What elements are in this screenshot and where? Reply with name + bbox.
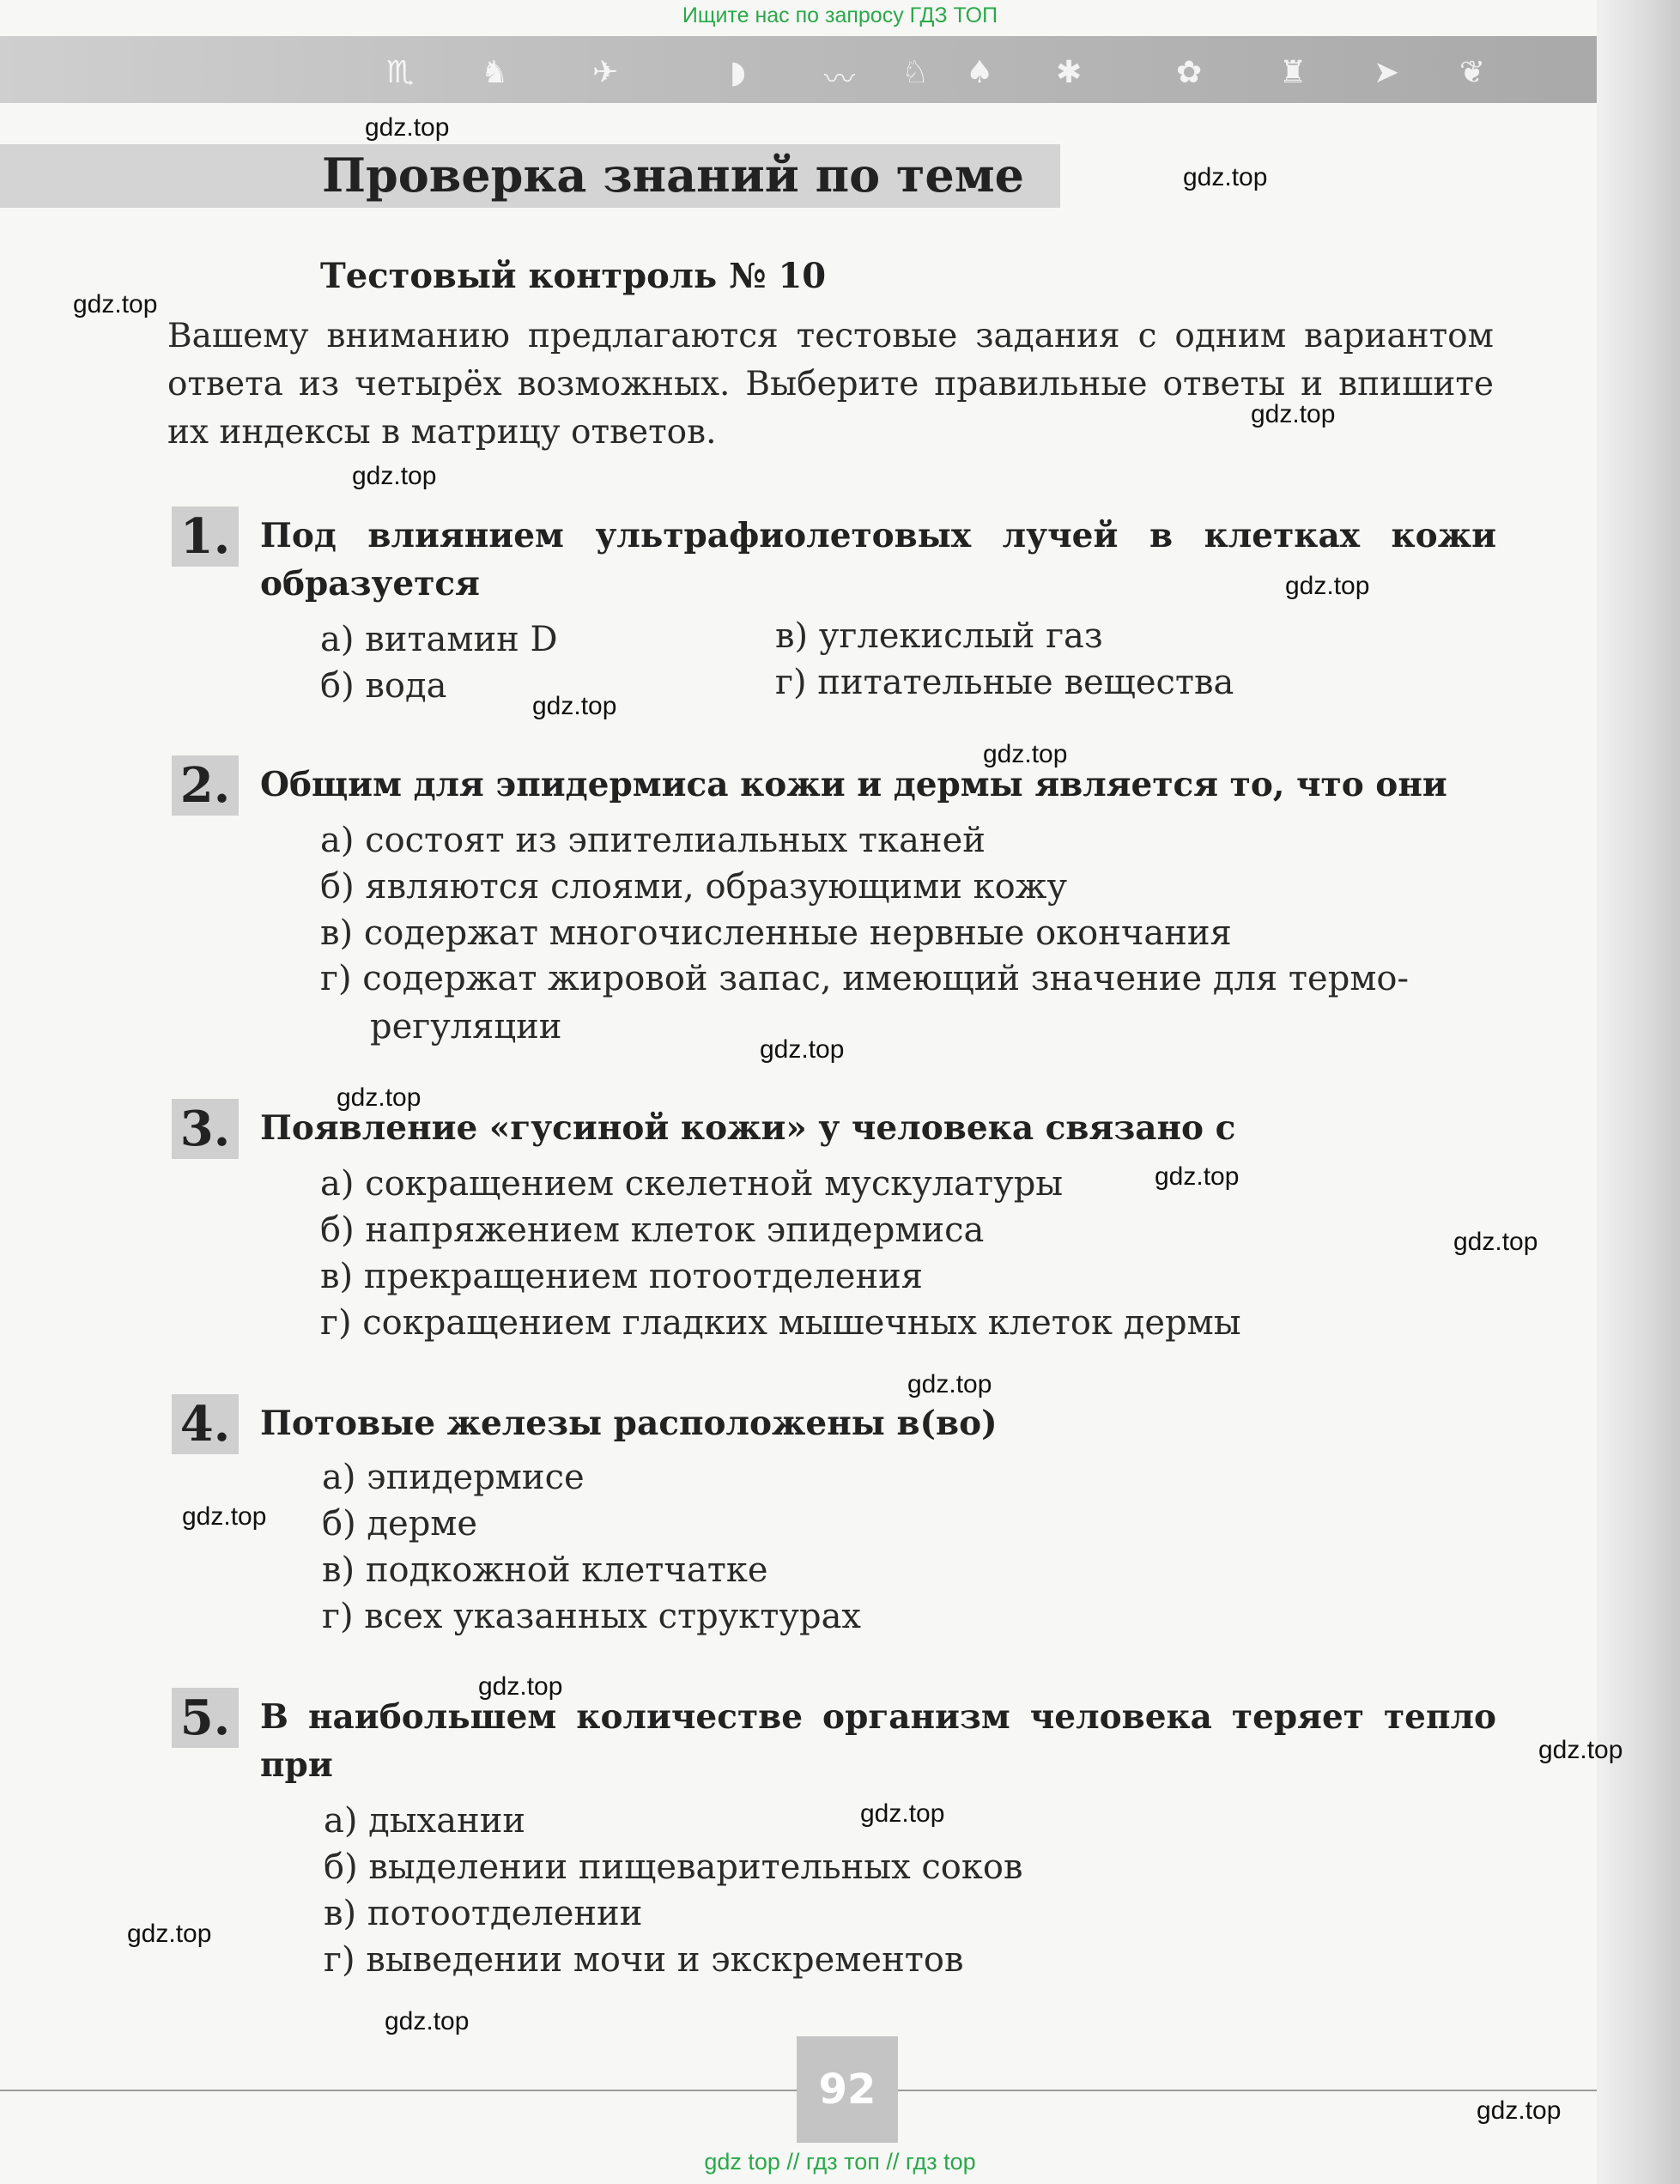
whale-icon: ◗ <box>730 55 746 90</box>
page-edge-shadow <box>1597 0 1680 2184</box>
footer-links[interactable]: gdz top // гдз топ // гдз top <box>704 2149 976 2175</box>
q2-option-v[interactable]: в) содержат многочисленные нервные окончания <box>320 913 1232 953</box>
q4-option-a[interactable]: а) эпидермисе <box>322 1458 585 1497</box>
watermark: gdz.top <box>1183 163 1268 191</box>
q4-option-g[interactable]: г) всех указанных структурах <box>322 1597 861 1636</box>
intro-paragraph: Вашему вниманию предлагаются тестовые задания с одним вариантом ответа из четырёх возможных. Выберите правильные ответы и впишите их индексы в матрицу ответов. <box>167 317 1494 452</box>
q3-option-a[interactable]: а) сокращением скелетной мускулатуры <box>320 1164 1064 1204</box>
bird-icon: ✈ <box>592 55 619 90</box>
question-text-5: В наибольшем количестве организм человека теряет тепло при <box>260 1697 1496 1785</box>
watermark: gdz.top <box>127 1920 212 1948</box>
question-text-3: Появление «гусиной кожи» у человека связано с <box>260 1108 1236 1148</box>
q1-option-g[interactable]: г) питательные вещества <box>775 663 1234 702</box>
q3-option-v[interactable]: в) прекращением потоотделения <box>320 1257 924 1296</box>
watermark: gdz.top <box>1285 572 1370 600</box>
q4-option-b[interactable]: б) дерме <box>322 1504 478 1544</box>
q4-option-v[interactable]: в) подкожной клетчатке <box>322 1550 768 1590</box>
q2-option-b[interactable]: б) являются слоями, образующими кожу <box>320 867 1067 907</box>
butterfly-icon: ❦ <box>1459 55 1486 90</box>
q2-option-g[interactable] <box>320 955 1496 1051</box>
animal-banner <box>0 36 1614 103</box>
question-text-1: Под влиянием ультрафиолетовых лучей в клетках кожи образуется <box>260 516 1496 604</box>
watermark: gdz.top <box>1251 400 1336 428</box>
watermark: gdz.top <box>1155 1162 1240 1191</box>
question-text-2: Общим для эпидермиса кожи и дермы является то, что они <box>260 765 1447 804</box>
q2-option-a[interactable]: а) состоят из эпителиальных тканей <box>320 821 986 860</box>
test-heading: Тестовый контроль № 10 <box>320 256 827 296</box>
page-number: 92 <box>797 2036 898 2143</box>
scorpion-icon: ♏ <box>386 55 415 90</box>
horse-icon: ♞ <box>481 55 509 90</box>
watermark: gdz.top <box>760 1035 845 1064</box>
question-number-5: 5. <box>172 1688 239 1748</box>
question-number-4: 4. <box>172 1394 239 1454</box>
lizard-icon: 〰 <box>824 62 856 97</box>
watermark: gdz.top <box>1453 1228 1538 1256</box>
fish-icon: ➤ <box>1374 55 1400 90</box>
watermark: gdz.top <box>983 740 1068 768</box>
q5-option-b[interactable]: б) выделении пищеварительных соков <box>324 1847 1023 1887</box>
watermark: gdz.top <box>337 1083 422 1112</box>
q3-option-b[interactable]: б) напряжением клеток эпидермиса <box>320 1210 985 1250</box>
q1-option-v[interactable]: в) углекислый газ <box>775 616 1103 656</box>
insect-icon: ✱ <box>1056 55 1083 90</box>
watermark: gdz.top <box>365 113 450 142</box>
q5-option-v[interactable]: в) потоотделении <box>324 1894 643 1933</box>
q1-option-b[interactable]: б) вода <box>320 666 447 706</box>
watermark: gdz.top <box>182 1502 267 1531</box>
frog-icon: ✿ <box>1176 55 1203 90</box>
q3-option-g[interactable]: г) сокращением гладких мышечных клеток дермы <box>320 1303 1241 1343</box>
q2-option-g-line1: г) содержат жировой запас, имеющий значение для термо- <box>320 959 1410 998</box>
watermark: gdz.top <box>73 290 158 318</box>
question-number-1: 1. <box>172 507 239 567</box>
question-number-3: 3. <box>172 1099 239 1159</box>
q5-option-g[interactable]: г) выведении мочи и экскрементов <box>324 1940 964 1980</box>
q2-option-g-line2: регуляции <box>370 1007 562 1046</box>
watermark: gdz.top <box>1538 1736 1623 1764</box>
q1-option-a[interactable]: а) витамин D <box>320 620 558 659</box>
q5-option-a[interactable]: а) дыхании <box>324 1801 526 1841</box>
watermark: gdz.top <box>860 1799 945 1828</box>
mushroom-icon: ♠ <box>966 55 994 90</box>
watermark: gdz.top <box>352 462 437 490</box>
page-title: Проверка знаний по теме <box>322 148 1025 203</box>
question-text-4: Потовые железы расположены в(во) <box>260 1404 998 1443</box>
watermark: gdz.top <box>1477 2096 1562 2125</box>
watermark: gdz.top <box>478 1672 563 1701</box>
watermark: gdz.top <box>532 692 617 720</box>
deer-icon: ♘ <box>901 55 930 90</box>
watermark: gdz.top <box>907 1370 992 1398</box>
question-number-2: 2. <box>172 755 239 816</box>
watermark: gdz.top <box>385 2007 470 2035</box>
top-search-hint[interactable]: Ищите нас по запросу ГДЗ ТОП <box>682 3 998 27</box>
kangaroo-icon: ♜ <box>1279 55 1307 90</box>
